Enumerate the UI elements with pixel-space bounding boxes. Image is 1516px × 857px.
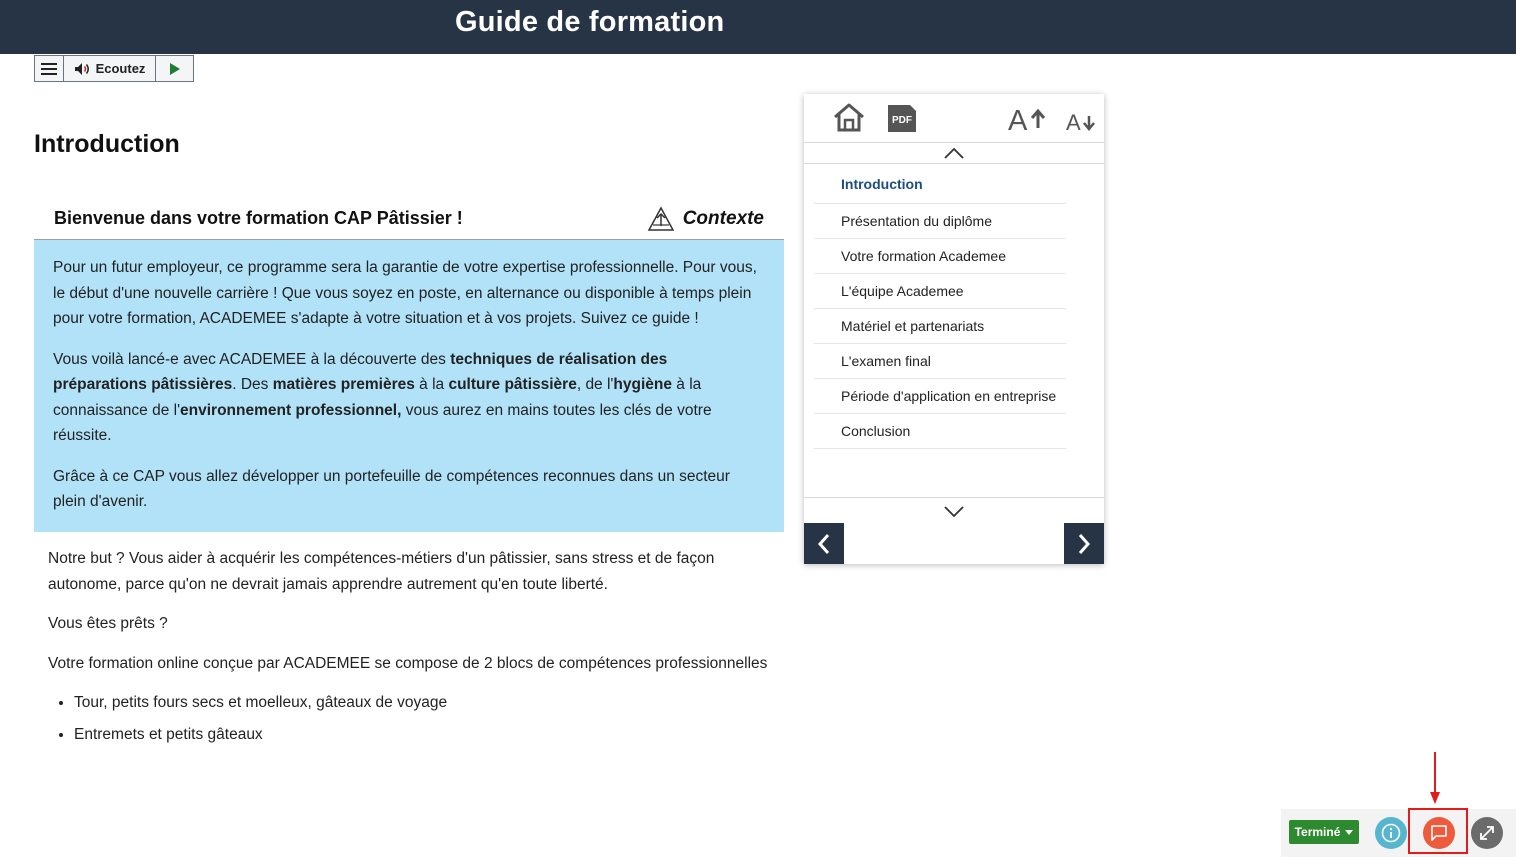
play-icon — [170, 63, 180, 75]
listen-label: Ecoutez — [95, 61, 146, 76]
expand-button[interactable] — [1471, 817, 1503, 849]
context-tag — [647, 206, 764, 232]
list-item: • Entremets et petits gâteaux — [74, 722, 768, 748]
home-button[interactable] — [832, 102, 866, 132]
toc-scroll-down-button[interactable] — [804, 497, 1104, 523]
toc-item-introduction[interactable]: Introduction — [814, 169, 1066, 204]
table-of-contents-panel — [804, 94, 1104, 564]
toc-item-materiel[interactable]: Matériel et partenariats — [814, 309, 1066, 344]
toc-item-votre-formation[interactable]: Votre formation Academee — [814, 239, 1066, 274]
chevron-up-icon — [943, 147, 965, 159]
listen-button[interactable] — [64, 56, 156, 81]
toc-toolbar — [804, 94, 1104, 142]
toc-scroll-up-button[interactable] — [804, 142, 1104, 164]
speaker-icon — [74, 62, 92, 76]
chevron-down-icon — [943, 505, 965, 517]
main-content — [48, 546, 768, 753]
app-title: Guide de formation — [455, 6, 725, 38]
context-box — [34, 240, 784, 532]
context-label: Contexte — [682, 208, 764, 229]
toc-pager — [804, 523, 1104, 564]
pdf-icon — [888, 105, 916, 132]
svg-text:A: A — [1008, 105, 1028, 134]
toc-list — [814, 169, 1066, 449]
top-bar — [0, 0, 1516, 54]
next-page-button[interactable] — [1064, 523, 1104, 564]
home-icon — [832, 102, 866, 132]
hamburger-icon — [41, 63, 57, 75]
reader-menu-button[interactable] — [35, 56, 64, 81]
highlight-box — [1408, 808, 1468, 854]
toc-item-equipe[interactable]: L'équipe Academee — [814, 274, 1066, 309]
font-decrease-button[interactable] — [1066, 108, 1096, 134]
competence-list — [74, 690, 768, 747]
toc-item-presentation-diplome[interactable]: Présentation du diplôme — [814, 204, 1066, 239]
svg-text:PDF: PDF — [892, 115, 912, 126]
context-paragraph-3: Grâce à ce CAP vous allez développer un portefeuille de compétences reconnues dans un secteur plein d'avenir. — [53, 467, 730, 510]
toc-item-examen-final[interactable]: L'examen final — [814, 344, 1066, 379]
font-decrease-icon — [1066, 108, 1096, 134]
caret-down-icon — [1345, 830, 1353, 835]
context-icon — [647, 206, 675, 232]
body-paragraph-2: Vous êtes prêts ? — [48, 615, 168, 632]
read-aloud-toolbar — [34, 55, 194, 82]
status-label: Terminé — [1294, 825, 1341, 839]
body-paragraph-1: Notre but ? Vous aider à acquérir les compétences-métiers d'un pâtissier, sans stress et de façon autonome, parce qu'on ne devrait jamais apprendre autrement qu'en toute liberté. — [48, 550, 715, 593]
toc-item-conclusion[interactable]: Conclusion — [814, 414, 1066, 449]
toc-item-periode-application[interactable]: Période d'application en entreprise — [814, 379, 1066, 414]
info-icon — [1381, 823, 1401, 843]
previous-page-button[interactable] — [804, 523, 844, 564]
play-button[interactable] — [156, 56, 193, 81]
context-paragraph-2: Vous voilà lancé-e avec ACADEMEE à la découverte des techniques de réalisation des préparations pâtissières. Des matières premières à la culture pâtissière, de l'hygiène à la connaissance de l'environnement professionnel, vous aurez en mains toutes les clés de votre réussite. — [53, 350, 712, 444]
svg-text:A: A — [1066, 110, 1081, 134]
chevron-left-icon — [817, 533, 831, 555]
status-dropdown-button[interactable] — [1289, 820, 1359, 844]
context-heading: Bienvenue dans votre formation CAP Pâtissier ! — [54, 208, 463, 228]
info-button[interactable] — [1375, 817, 1407, 849]
chevron-right-icon — [1077, 533, 1091, 555]
body-paragraph-3: Votre formation online conçue par ACADEMEE se compose de 2 blocs de compétences professionnelles — [48, 654, 768, 672]
font-increase-button[interactable] — [1008, 102, 1048, 134]
annotation-arrow-icon — [1427, 752, 1443, 806]
context-header — [34, 198, 784, 240]
page-title: Introduction — [34, 130, 180, 158]
expand-icon — [1478, 824, 1496, 842]
font-increase-icon — [1008, 102, 1048, 134]
list-item: • Tour, petits fours secs et moelleux, gâteaux de voyage — [74, 690, 768, 716]
pdf-button[interactable] — [888, 105, 916, 132]
context-paragraph-1: Pour un futur employeur, ce programme sera la garantie de votre expertise professionnelle. Pour vous, le début d'une nouvelle carrière ! Que vous soyez en poste, en alternance ou disponible à temps plein pour votre formation, ACADEMEE s'adapte à votre situation et à vos projets. Suivez ce guide ! — [53, 259, 757, 327]
